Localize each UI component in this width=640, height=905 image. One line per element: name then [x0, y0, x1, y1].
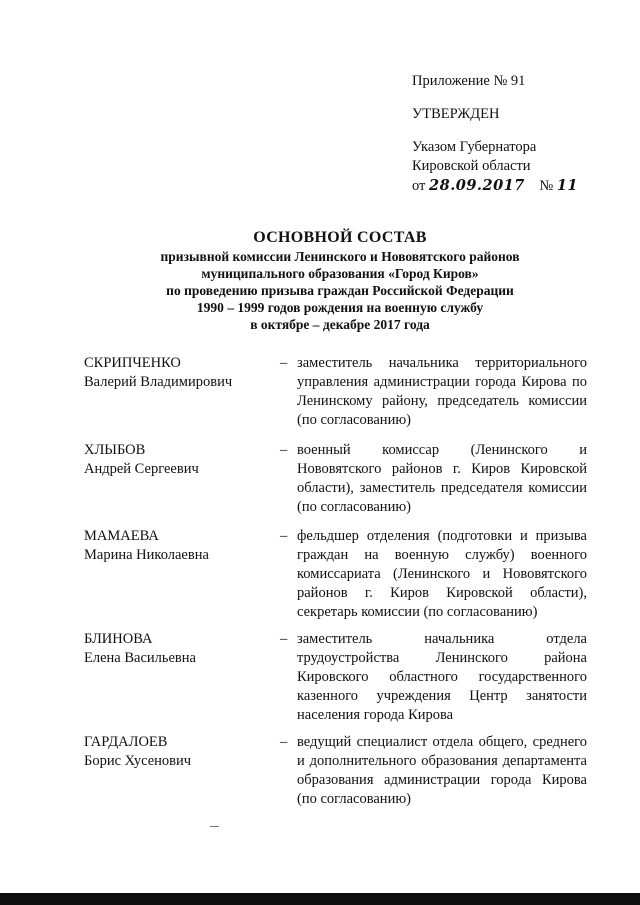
member-name	[84, 733, 274, 771]
member-given-name: Марина Николаевна	[84, 547, 209, 563]
decree-date-line	[412, 176, 632, 196]
member-role: военный комиссар (Ленинского и Нововятского районов г. Киров Кировской области), заместитель председателя комиссии (по согласованию)	[297, 442, 587, 515]
handwritten-date: 28.09.2017	[429, 177, 525, 194]
member-name	[84, 527, 274, 565]
member-role: фельдшер отделения (подготовки и призыва граждан на военную службу) военного комиссариата (Ленинского и Нововятского районов г. Киров Кировской области), секретарь комиссии (по согласованию)	[297, 528, 587, 620]
member-given-name: Елена Васильевна	[84, 650, 196, 666]
member-name	[84, 441, 274, 479]
title-line: по проведению призыва граждан Российской Федерации	[166, 283, 514, 298]
title-line: в октябре – декабре 2017 года	[250, 317, 430, 332]
date-prefix: от	[412, 178, 426, 194]
member-role: ведущий специалист отдела общего, среднего и дополнительного образования департамента образования администрации города Кирова (по согласованию)	[297, 734, 587, 807]
member-given-name: Валерий Владимирович	[84, 374, 233, 390]
approval-block	[412, 72, 632, 196]
member-dash: –	[280, 631, 288, 647]
decree-line-1: Указом Губернатора	[412, 139, 537, 155]
member-surname: ХЛЫБОВ	[84, 442, 146, 458]
member-dash: –	[280, 355, 288, 371]
member-surname: МАМАЕВА	[84, 528, 159, 544]
member-role: заместитель начальника территориального управления администрации города Кирова по Ленинскому району, председатель комиссии (по согласованию)	[297, 355, 587, 428]
handwritten-number: 11	[556, 177, 578, 194]
member-surname: БЛИНОВА	[84, 631, 153, 647]
member-name	[84, 630, 274, 668]
decree-line-2: Кировской области	[412, 158, 531, 174]
appendix-label: Приложение № 91	[412, 73, 526, 89]
scan-speck	[210, 826, 219, 827]
title-line: 1990 – 1999 годов рождения на военную службу	[196, 300, 484, 315]
member-dash: –	[280, 734, 288, 750]
number-prefix: №	[539, 178, 554, 194]
approved-label: УТВЕРЖДЕН	[412, 106, 500, 122]
member-dash: –	[280, 442, 288, 458]
member-given-name: Андрей Сергеевич	[84, 461, 199, 477]
title-line: муниципального образования «Город Киров»	[201, 266, 479, 281]
document-title	[60, 228, 620, 333]
member-surname: СКРИПЧЕНКО	[84, 355, 181, 371]
title-main: ОСНОВНОЙ СОСТАВ	[253, 229, 427, 246]
member-name	[84, 354, 274, 392]
title-line: призывной комиссии Ленинского и Нововятского районов	[160, 249, 520, 264]
scan-bottom-edge	[0, 893, 640, 905]
member-surname: ГАРДАЛОЕВ	[84, 734, 168, 750]
member-dash: –	[280, 528, 288, 544]
member-given-name: Борис Хусенович	[84, 753, 192, 769]
member-role: заместитель начальника отдела трудоустройства Ленинского района Кировского областного государственного казенного учреждения Центр занятости населения города Кирова	[297, 631, 587, 723]
